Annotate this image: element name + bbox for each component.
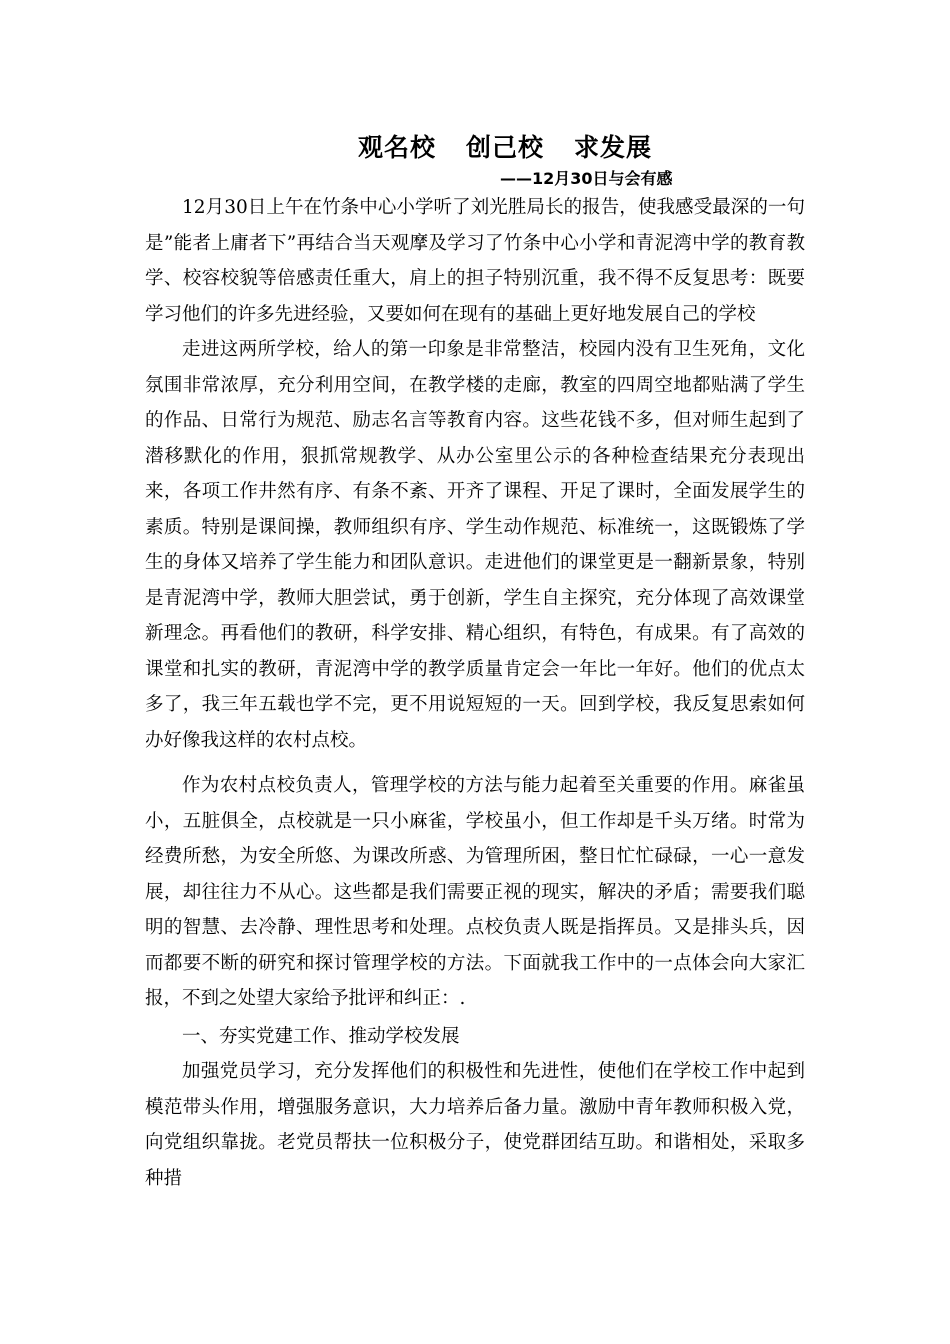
document-page [145, 128, 805, 1196]
document-title [205, 128, 805, 168]
paragraph-1: 12月30日上午在竹条中心小学听了刘光胜局长的报告，使我感受最深的一句是”能者上庸者下”再结合当天观摩及学习了竹条中心小学和青泥湾中学的教育教学、校容校貌等倍感责任重大，肩上的担子特别沉重，我不得不反复思考：既要学习他们的许多先进经验，又要如何在现有的基础上更好地发展自己的学校 [145, 197, 805, 325]
document-subtitle: ——12月30日与会有感 [500, 169, 673, 188]
title-part-3: 求发展 [574, 133, 653, 162]
section-heading-1: 一、夯实党建工作、推动学校发展 [182, 1025, 460, 1047]
paragraph-4: 加强党员学习，充分发挥他们的积极性和先进性，使他们在学校工作中起到模范带头作用，增强服务意识，大力培养后备力量。激励中青年教师积极入党，向党组织靠拢。老党员帮扶一位积极分子，使党群团结互助。和谐相处，采取多种措 [145, 1061, 805, 1189]
title-part-2: 创己校 [465, 133, 544, 162]
title-part-1: 观名校 [357, 133, 436, 162]
paragraph-3: 作为农村点校负责人，管理学校的方法与能力起着至关重要的作用。麻雀虽小，五脏俱全，点校就是一只小麻雀，学校虽小，但工作却是千头万绪。时常为经费所愁，为安全所悠、为课改所惑、为管理所困，整日忙忙碌碌，一心一意发展，却往往力不从心。这些都是我们需要正视的现实，解决的矛盾；需要我们聪明的智慧、去冷静、理性思考和处理。点校负责人既是指挥员。又是排头兵，因而都要不断的研究和探讨管理学校的方法。下面就我工作中的一点体会向大家汇报，不到之处望大家给予批评和纠正：. [145, 775, 805, 1009]
paragraph-2: 走进这两所学校，给人的第一印象是非常整洁，校园内没有卫生死角，文化氛围非常浓厚，充分利用空间，在教学楼的走廊，教室的四周空地都贴满了学生的作品、日常行为规范、励志名言等教育内容。这些花钱不多，但对师生起到了潜移默化的作用，狠抓常规教学、从办公室里公示的各种检查结果充分表现出来，各项工作井然有序、有条不紊、开齐了课程、开足了课时，全面发展学生的素质。特别是课间操，教师组织有序、学生动作规范、标准统一，这既锻炼了学生的身体又培养了学生能力和团队意识。走进他们的课堂更是一翻新景象，特别是青泥湾中学，教师大胆尝试，勇于创新，学生自主探究，充分体现了高效课堂新理念。再看他们的教研，科学安排、精心组织，有特色，有成果。有了高效的课堂和扎实的教研，青泥湾中学的教学质量肯定会一年比一年好。他们的优点太多了，我三年五载也学不完，更不用说短短的一天。回到学校，我反复思索如何办好像我这样的农村点校。 [145, 339, 805, 751]
